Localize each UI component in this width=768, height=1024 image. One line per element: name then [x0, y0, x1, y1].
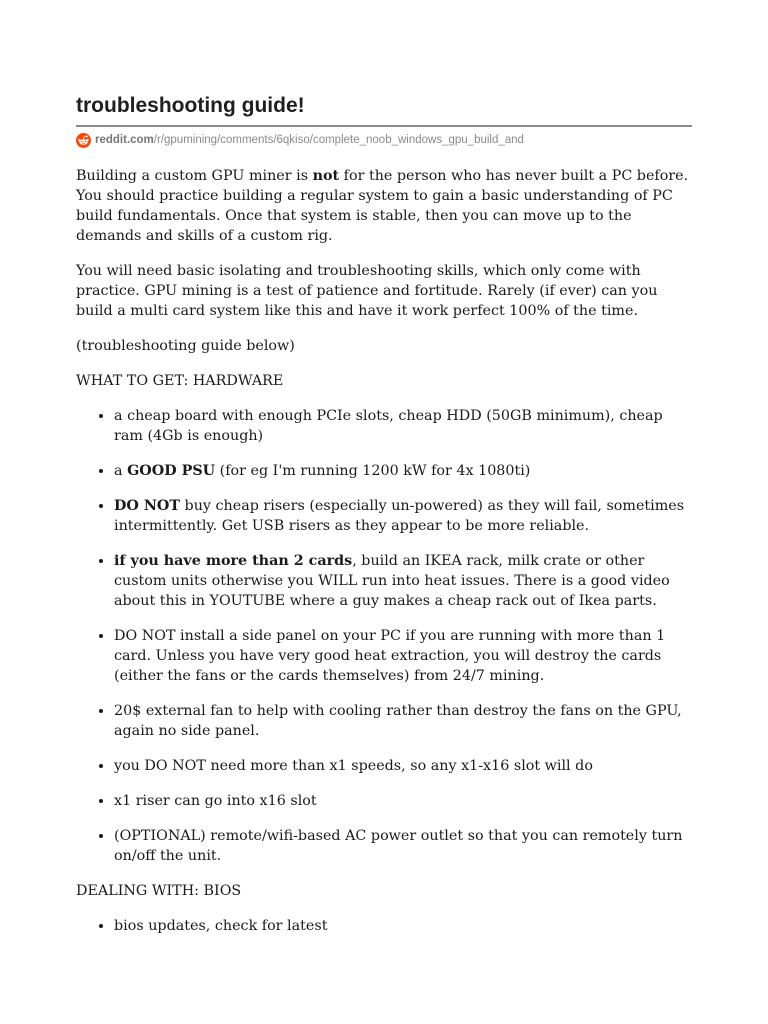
list-item	[114, 551, 696, 611]
list-item: • bios updates, check for latest	[114, 916, 696, 936]
list-item: • (OPTIONAL) remote/wifi-based AC power outlet so that you can remotely turn on/off the unit.	[114, 826, 696, 866]
item-text: buy cheap risers (especially un-powered) as they will fail, sometimes intermittently. Get USB risers as they appear to be more reliable.	[114, 498, 685, 534]
source-domain[interactable]: reddit.com	[95, 134, 154, 146]
reddit-icon	[76, 133, 91, 148]
list-item: • a cheap board with enough PCIe slots, cheap HDD (50GB minimum), cheap ram (4Gb is enough)	[114, 406, 696, 446]
source-link[interactable]	[76, 131, 524, 149]
guide-note: (troubleshooting guide below)	[76, 338, 295, 354]
bios-heading: DEALING WITH: BIOS	[76, 883, 242, 899]
item-text: (for eg I'm running 1200 kW for 4x 1080ti)	[215, 463, 531, 479]
list-item: • DO NOT install a side panel on your PC if you are running with more than 1 card. Unless you have very good heat extraction, you will destroy the cards (either the fans or the cards themselves) from 24/7 mining.	[114, 626, 696, 686]
intro-paragraph	[76, 166, 696, 246]
intro-text: Building a custom GPU miner is	[76, 168, 313, 184]
item-text: a	[114, 463, 128, 479]
item-emphasis: if you have more than 2 cards	[114, 553, 353, 569]
source-path[interactable]: /r/gpumining/comments/6qkiso/complete_noob_windows_gpu_build_and	[153, 134, 524, 146]
list-item: • 20$ external fan to help with cooling rather than destroy the fans on the GPU, again no side panel.	[114, 701, 696, 741]
article-body	[76, 166, 696, 951]
hardware-heading: WHAT TO GET: HARDWARE	[76, 373, 284, 389]
title-divider	[76, 125, 692, 127]
skills-paragraph: You will need basic isolating and troubleshooting skills, which only come with practice. GPU mining is a test of patience and fortitude. Rarely (if ever) can you build a multi card system like this and have it work perfect 100% of the time.	[76, 263, 658, 319]
intro-emphasis: not	[312, 168, 340, 184]
page-title: troubleshooting guide!	[76, 94, 305, 117]
item-emphasis: DO NOT	[114, 498, 180, 514]
item-text: , build an IKEA rack, milk crate or other custom units otherwise you WILL run into heat issues. There is a good video about this in YOUTUBE where a guy makes a cheap rack out of Ikea parts.	[114, 553, 670, 609]
bios-list	[76, 916, 696, 936]
intro-text: for the person who has never built a PC before. You should practice building a regular system to gain a basic understanding of PC build fundamentals. Once that system is stable, then you can move up to the demands and skills of a custom rig.	[76, 168, 689, 244]
list-item: • x1 riser can go into x16 slot	[114, 791, 696, 811]
item-emphasis: GOOD PSU	[127, 463, 216, 479]
list-item: • you DO NOT need more than x1 speeds, so any x1-x16 slot will do	[114, 756, 696, 776]
hardware-list	[76, 406, 696, 866]
list-item	[114, 496, 696, 536]
list-item	[114, 461, 696, 481]
